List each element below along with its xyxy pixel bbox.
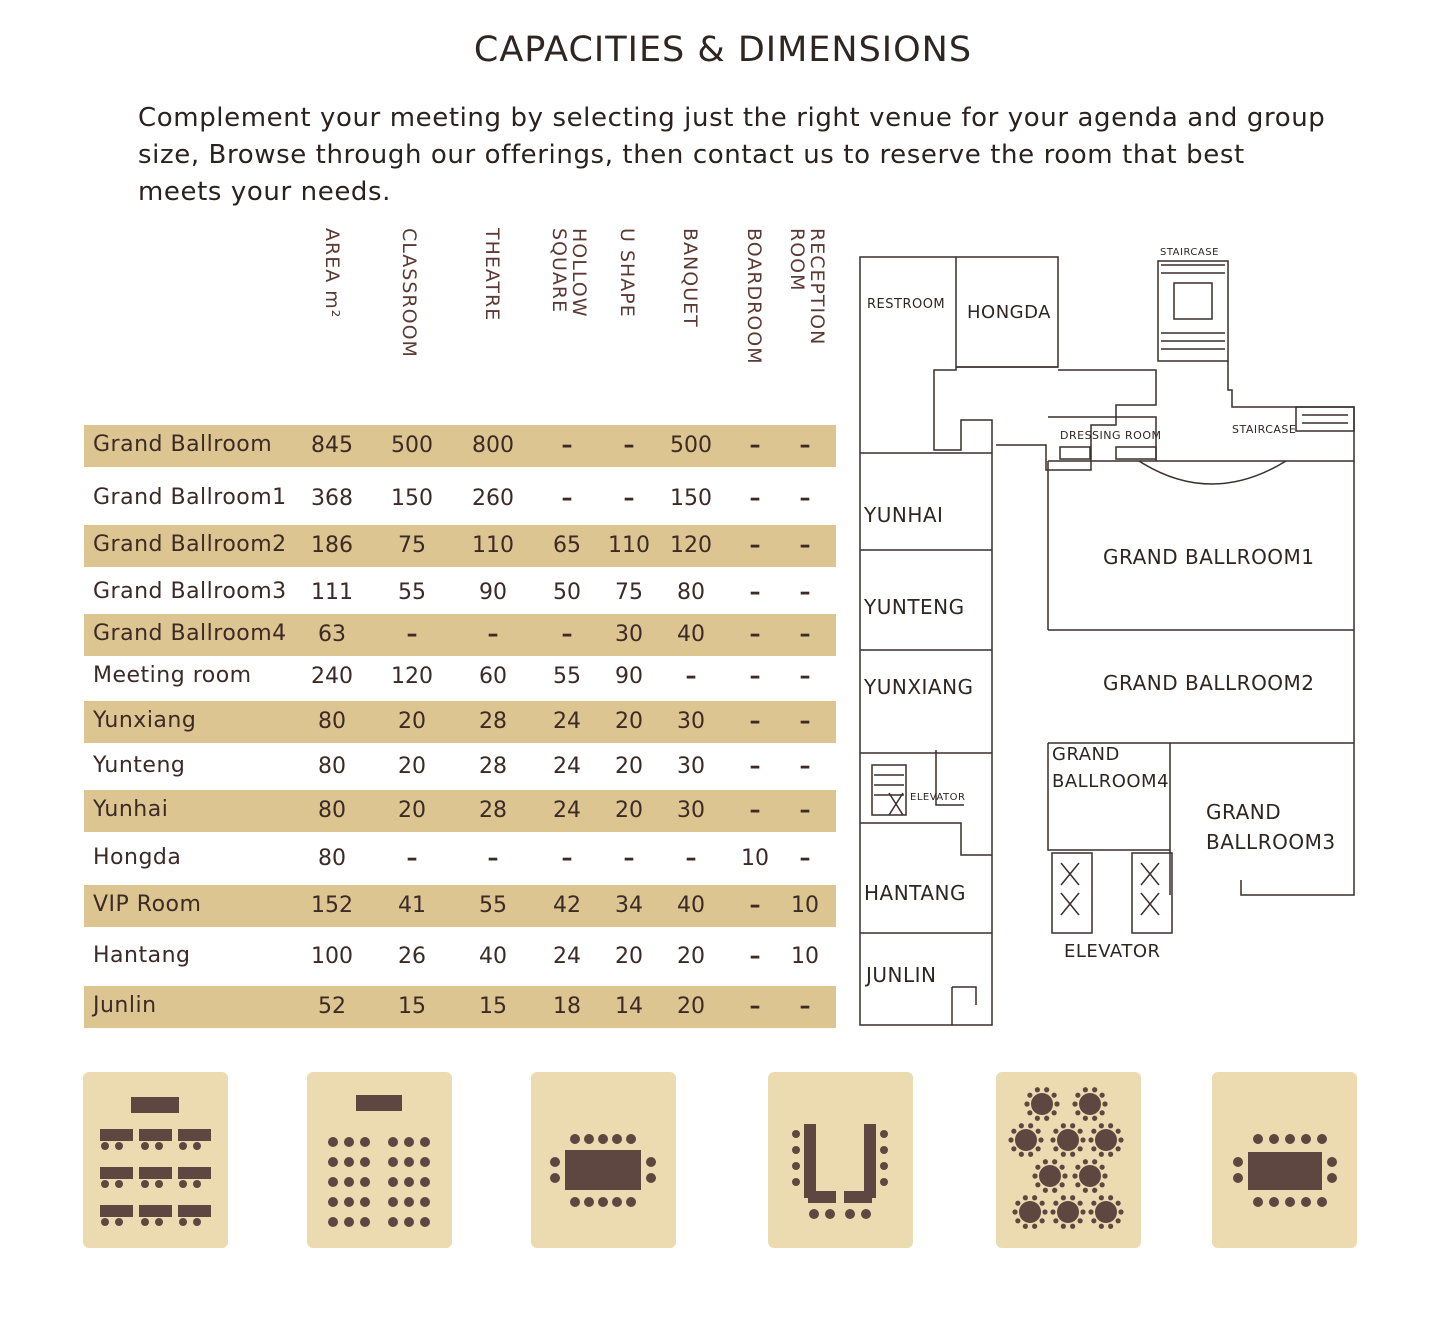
- hollow-square-layout-icon: [531, 1072, 676, 1248]
- floor-label-ballroom3-line1: GRAND: [1206, 800, 1282, 824]
- table-cell: 55: [553, 664, 581, 689]
- table-cell: –: [685, 664, 697, 689]
- table-cell: 500: [670, 433, 712, 458]
- table-cell: –: [623, 846, 635, 871]
- column-header-area: AREA m²: [321, 228, 343, 319]
- table-cell: 24: [553, 798, 581, 823]
- table-cell: –: [799, 994, 811, 1019]
- table-cell: 10: [791, 893, 819, 918]
- room-name: Grand Ballroom3: [93, 579, 287, 604]
- table-cell: 18: [553, 994, 581, 1019]
- column-header-classroom: CLASSROOM: [398, 228, 420, 358]
- table-cell: –: [685, 846, 697, 871]
- table-cell: 34: [615, 893, 643, 918]
- table-cell: –: [487, 622, 499, 647]
- table-cell: 90: [479, 580, 507, 605]
- table-cell: –: [749, 754, 761, 779]
- table-cell: –: [561, 433, 573, 458]
- room-name: Grand Ballroom2: [93, 532, 287, 557]
- table-cell: 20: [398, 709, 426, 734]
- room-name: Grand Ballroom: [93, 432, 273, 457]
- table-cell: 80: [318, 846, 346, 871]
- floor-label-staircase-right: STAIRCASE: [1232, 423, 1297, 436]
- column-header-theatre: THEATRE: [481, 228, 503, 322]
- table-cell: 80: [318, 709, 346, 734]
- table-row: [84, 936, 836, 978]
- intro-paragraph: Complement your meeting by selecting just the right venue for your agenda and group size, Browse through our offerings, then contact us to reserve the room that best meets your needs.: [138, 103, 1326, 207]
- table-cell: –: [799, 664, 811, 689]
- table-cell: 150: [670, 486, 712, 511]
- table-cell: –: [799, 486, 811, 511]
- room-name: Grand Ballroom4: [93, 621, 287, 646]
- table-cell: 52: [318, 994, 346, 1019]
- table-cell: 20: [615, 944, 643, 969]
- floor-label-ballroom1: GRAND BALLROOM1: [1103, 545, 1315, 569]
- table-cell: 75: [398, 533, 426, 558]
- table-cell: 80: [677, 580, 705, 605]
- floor-label-yunteng: YUNTENG: [864, 595, 965, 619]
- room-name: Grand Ballroom1: [93, 485, 287, 510]
- floor-label-hantang: HANTANG: [864, 881, 966, 905]
- table-cell: –: [749, 709, 761, 734]
- page-title: CAPACITIES & DIMENSIONS: [473, 30, 973, 70]
- floor-plan: [856, 245, 1362, 1035]
- table-cell: 20: [677, 944, 705, 969]
- table-row: [84, 425, 836, 467]
- room-name: Yunteng: [93, 753, 186, 778]
- table-cell: 75: [615, 580, 643, 605]
- table-cell: –: [749, 533, 761, 558]
- table-cell: 40: [479, 944, 507, 969]
- table-cell: 800: [472, 433, 514, 458]
- table-cell: –: [749, 664, 761, 689]
- floor-label-ballroom2: GRAND BALLROOM2: [1103, 671, 1315, 695]
- table-cell: –: [799, 709, 811, 734]
- table-cell: 20: [615, 754, 643, 779]
- table-cell: 90: [615, 664, 643, 689]
- table-cell: 40: [677, 893, 705, 918]
- table-row: [84, 701, 836, 743]
- table-cell: 15: [398, 994, 426, 1019]
- column-header-reception-room: RECEPTION ROOM: [786, 228, 828, 346]
- table-cell: 100: [311, 944, 353, 969]
- table-cell: 120: [670, 533, 712, 558]
- table-cell: 42: [553, 893, 581, 918]
- table-cell: 15: [479, 994, 507, 1019]
- column-header-u-shape: U SHAPE: [616, 228, 638, 318]
- room-name: Hongda: [93, 845, 182, 870]
- table-cell: 55: [479, 893, 507, 918]
- room-name: Hantang: [93, 943, 191, 968]
- table-cell: –: [799, 846, 811, 871]
- table-row: [84, 986, 836, 1028]
- table-cell: 240: [311, 664, 353, 689]
- table-cell: 60: [479, 664, 507, 689]
- column-header-hollow-square: HOLLOW SQUARE: [548, 228, 590, 318]
- table-cell: –: [749, 944, 761, 969]
- floor-label-yunxiang: YUNXIANG: [864, 675, 974, 699]
- boardroom-layout-icon: [1212, 1072, 1357, 1248]
- room-name: Yunhai: [93, 797, 169, 822]
- table-cell: 28: [479, 754, 507, 779]
- floor-label-hongda: HONGDA: [967, 302, 1051, 323]
- floor-label-restroom: RESTROOM: [867, 297, 946, 312]
- table-cell: 28: [479, 798, 507, 823]
- table-cell: 110: [472, 533, 514, 558]
- floor-label-elevator: ELEVATOR: [1064, 941, 1161, 962]
- floor-label-ballroom4-line2: BALLROOM4: [1052, 771, 1170, 792]
- table-cell: 65: [553, 533, 581, 558]
- column-header-boardroom: BOARDROOM: [743, 228, 765, 365]
- table-cell: –: [799, 754, 811, 779]
- table-cell: 63: [318, 622, 346, 647]
- table-cell: 110: [608, 533, 650, 558]
- table-row: [84, 746, 836, 788]
- floor-label-junlin: JUNLIN: [866, 963, 937, 987]
- table-cell: 26: [398, 944, 426, 969]
- u-shape-layout-icon: [768, 1072, 913, 1248]
- table-cell: 30: [677, 754, 705, 779]
- table-cell: 120: [391, 664, 433, 689]
- table-cell: 20: [615, 709, 643, 734]
- floor-label-staircase-top: STAIRCASE: [1160, 247, 1219, 258]
- table-cell: 24: [553, 944, 581, 969]
- classroom-layout-icon: [83, 1072, 228, 1248]
- table-cell: 20: [677, 994, 705, 1019]
- table-cell: –: [749, 622, 761, 647]
- floor-plan-drawing: [856, 245, 1362, 1035]
- table-cell: –: [799, 580, 811, 605]
- table-row: [84, 790, 836, 832]
- table-cell: –: [749, 486, 761, 511]
- room-name: VIP Room: [93, 892, 202, 917]
- table-cell: 150: [391, 486, 433, 511]
- table-cell: –: [561, 622, 573, 647]
- table-cell: 30: [615, 622, 643, 647]
- table-cell: 500: [391, 433, 433, 458]
- table-cell: 50: [553, 580, 581, 605]
- table-cell: 10: [741, 846, 769, 871]
- column-header-banquet: BANQUET: [679, 228, 701, 328]
- table-cell: –: [749, 994, 761, 1019]
- table-cell: –: [406, 622, 418, 647]
- table-cell: 368: [311, 486, 353, 511]
- table-cell: 845: [311, 433, 353, 458]
- table-cell: 30: [677, 709, 705, 734]
- table-cell: 41: [398, 893, 426, 918]
- table-cell: 30: [677, 798, 705, 823]
- table-row: [84, 614, 836, 656]
- table-cell: –: [749, 433, 761, 458]
- table-row: [84, 885, 836, 927]
- table-cell: –: [561, 486, 573, 511]
- table-cell: 14: [615, 994, 643, 1019]
- theatre-layout-icon: [307, 1072, 452, 1248]
- banquet-layout-icon: [996, 1072, 1141, 1248]
- table-cell: 28: [479, 709, 507, 734]
- table-cell: –: [799, 433, 811, 458]
- table-cell: –: [406, 846, 418, 871]
- floor-label-ballroom4-line1: GRAND: [1052, 744, 1120, 765]
- table-cell: 24: [553, 709, 581, 734]
- table-cell: –: [799, 533, 811, 558]
- room-name: Meeting room: [93, 663, 252, 688]
- table-cell: 152: [311, 893, 353, 918]
- table-cell: –: [799, 622, 811, 647]
- table-row: [84, 656, 836, 698]
- floor-label-ballroom3-line2: BALLROOM3: [1206, 830, 1336, 854]
- floor-label-elevator-small: ELEVATOR: [910, 792, 966, 803]
- table-cell: 24: [553, 754, 581, 779]
- table-row: [84, 478, 836, 520]
- table-cell: –: [623, 486, 635, 511]
- room-name: Junlin: [93, 993, 157, 1018]
- table-row: [84, 525, 836, 567]
- table-row: [84, 572, 836, 614]
- table-cell: –: [623, 433, 635, 458]
- table-cell: –: [749, 893, 761, 918]
- table-cell: 111: [311, 580, 353, 605]
- table-cell: –: [749, 580, 761, 605]
- floor-label-dressing-room: DRESSING ROOM: [1060, 429, 1162, 442]
- table-cell: 20: [398, 798, 426, 823]
- table-cell: 20: [615, 798, 643, 823]
- table-cell: 40: [677, 622, 705, 647]
- table-cell: –: [487, 846, 499, 871]
- table-cell: 55: [398, 580, 426, 605]
- table-row: [84, 838, 836, 880]
- room-name: Yunxiang: [93, 708, 197, 733]
- table-cell: 260: [472, 486, 514, 511]
- table-cell: –: [561, 846, 573, 871]
- table-cell: 20: [398, 754, 426, 779]
- table-cell: 80: [318, 754, 346, 779]
- table-cell: 186: [311, 533, 353, 558]
- table-cell: –: [749, 798, 761, 823]
- floor-label-yunhai: YUNHAI: [864, 503, 944, 527]
- table-cell: 80: [318, 798, 346, 823]
- table-cell: –: [799, 798, 811, 823]
- table-cell: 10: [791, 944, 819, 969]
